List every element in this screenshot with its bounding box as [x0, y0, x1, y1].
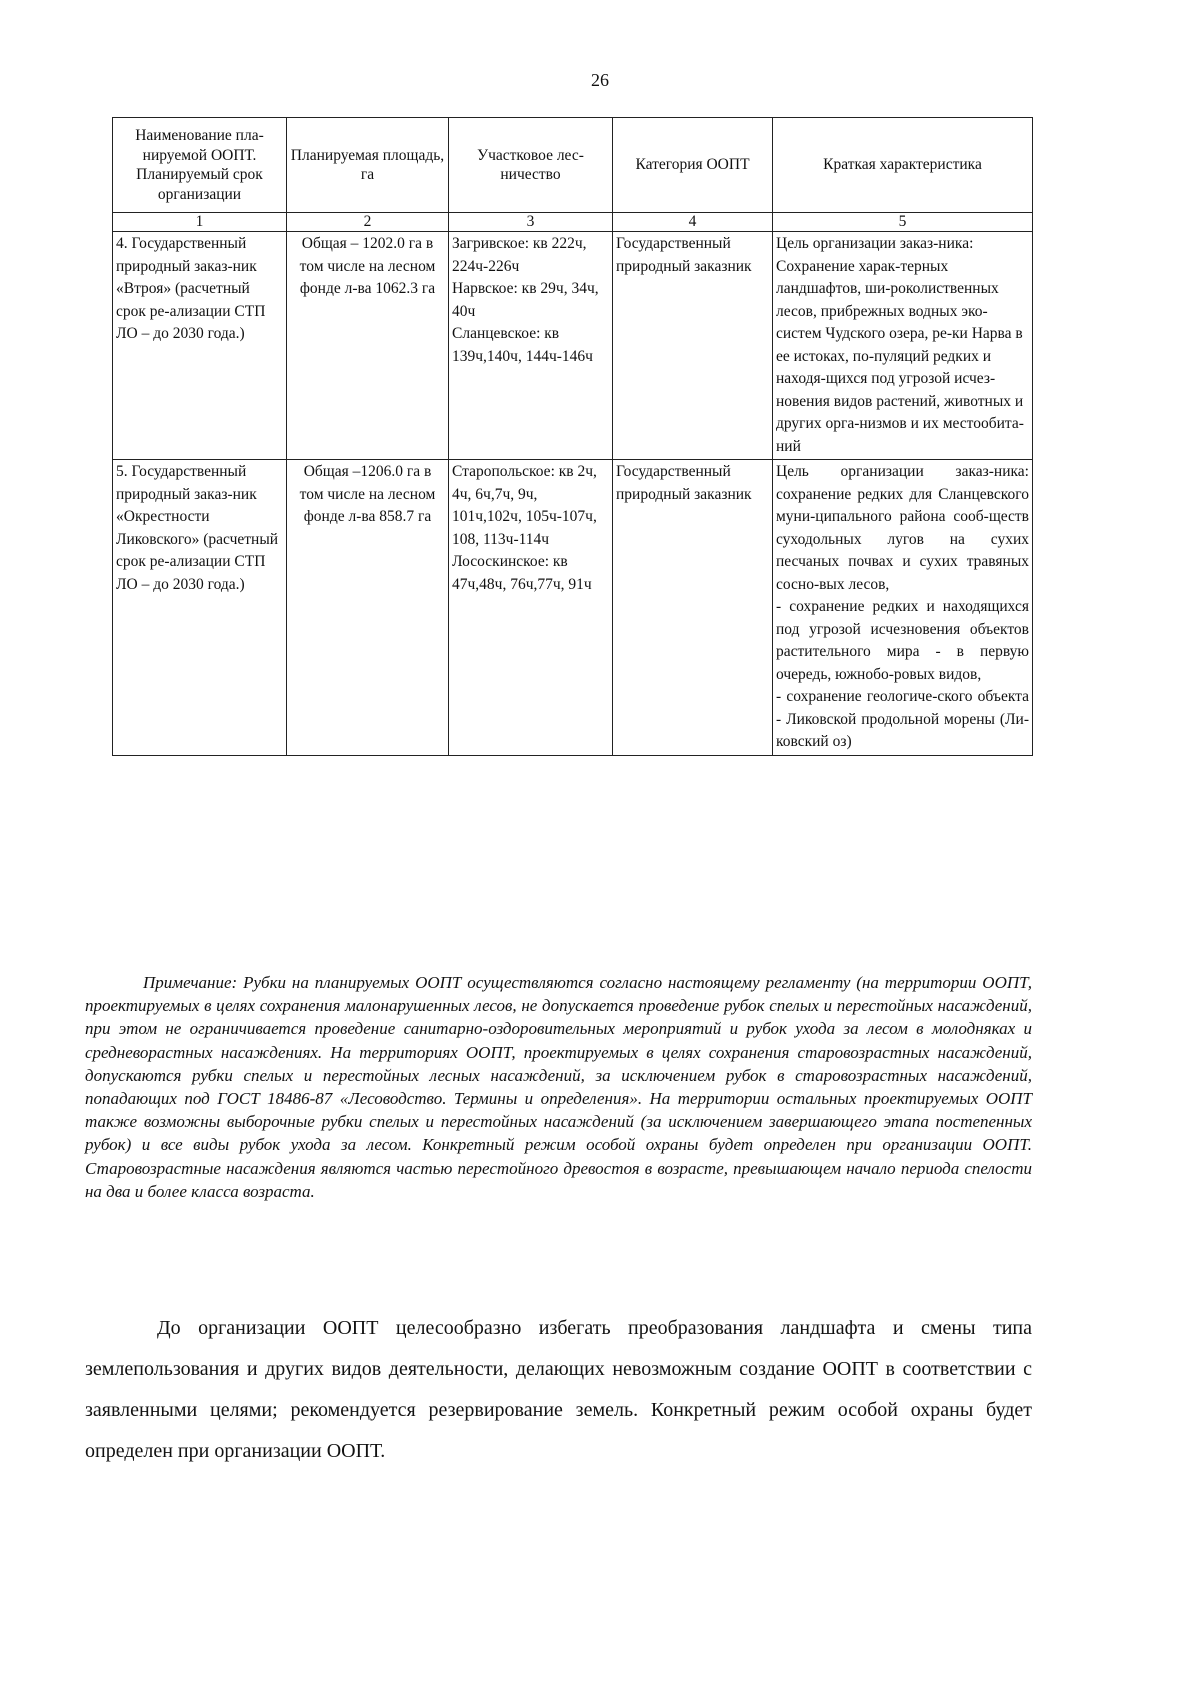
row-category: Государственный природный заказник — [613, 232, 773, 460]
header-area: Планируемая площадь, га — [287, 118, 449, 213]
table-row — [113, 460, 1033, 756]
body-paragraph: До организации ООПТ целесообразно избегать преобразования ландшафта и смены типа землепользования и других видов деятельности, делающих невозможным создание ООПТ в соответствии с заявленными целями; рекомендуется резервирование земель. Конкретный режим особой охраны будет определен при организации ООПТ. — [85, 1317, 1032, 1462]
page-number: 26 — [591, 70, 609, 90]
row-name: 4. Государственный природный заказ-ник «Втроя» (расчетный срок ре-ализации СТП ЛО – до 2030 года.) — [113, 232, 287, 460]
column-number: 1 — [113, 213, 287, 232]
table-row — [113, 232, 1033, 460]
row-description — [773, 460, 1033, 756]
oopt-table — [112, 117, 1033, 756]
column-number: 4 — [613, 213, 773, 232]
row-description: Цель организации заказ-ника: Сохранение харак-терных ландшафтов, ши-роколиственных лесов, прибрежных водных эко-систем Чудского озера, ре-ки Нарва в ее истоках, по-пуляций редких и находя-щихся под угрозой исчез-новения видов растений, животных и других орга-низмов и их местообита-ний — [773, 232, 1033, 460]
forestry-line: Сланцевское: кв 139ч,140ч, 144ч-146ч — [452, 325, 593, 365]
row-area: Общая – 1202.0 га в том числе на лесном фонде л-ва 1062.3 га — [287, 232, 449, 460]
description-line: Цель организации заказ-ника: сохранение редких для Сланцевского муни-ципального района сооб-ществ суходольных лугов на сухих песчаных почвах и сухих травяных сосно-вых лесов, — [776, 463, 1029, 593]
row-area: Общая –1206.0 га в том числе на лесном фонде л-ва 858.7 га — [287, 460, 449, 756]
column-number: 5 — [773, 213, 1033, 232]
row-category: Государственный природный заказник — [613, 460, 773, 756]
header-name: Наименование пла-нируемой ООПТ. Планируемый срок организации — [113, 118, 287, 213]
forestry-line: Старопольское: кв 2ч, 4ч, 6ч,7ч, 9ч, 101ч,102ч, 105ч-107ч, 108, 113ч-114ч — [452, 463, 597, 548]
column-number-row — [113, 213, 1033, 232]
header-description: Краткая характеристика — [773, 118, 1033, 213]
column-number: 3 — [449, 213, 613, 232]
header-category: Категория ООПТ — [613, 118, 773, 213]
note-paragraph: Примечание: Рубки на планируемых ООПТ осуществляются согласно настоящему регламенту (на территории ООПТ, проектируемых в целях сохранения малонарушенных лесов, не допускается проведение рубок спелых и перестойных насаждений, при этом не ограничивается проведение санитарно-оздоровительных мероприятий и рубок ухода за лесом в молодняках и средневорастных насаждениях. На территориях ООПТ, проектируемых в целях сохранения старовозрастных насаждений, допускаются рубки спелых и перестойных лесных насаждений, за исключением рубок в старовозрастных насаждений, попадающих под ГОСТ 18486-87 «Лесоводство. Термины и определения». На территории остальных проектируемых ООПТ также возможны выборочные рубки спелых и перестойных насаждений (за исключением завершающего этапа постепенных рубок) и все виды рубок ухода за лесом. Конкретный режим особой охраны будет определен при организации ООПТ. Старовозрастные насаждения являются частью перестойного древостоя в возрасте, превышающем начало периода спелости на два и более класса возраста. — [85, 973, 1032, 1201]
column-number: 2 — [287, 213, 449, 232]
forestry-line: Загривское: кв 222ч, 224ч-226ч — [452, 235, 587, 275]
header-forestry: Участковое лес-ничество — [449, 118, 613, 213]
row-forestry — [449, 460, 613, 756]
description-line: - сохранение редких и находящихся под угрозой исчезновения объектов растительного мира - в первую очередь, южнобо-ровых видов, — [776, 598, 1029, 683]
description-line: - сохранение геологиче-ского объекта - Ликовской продольной морены (Ли-ковский оз) — [776, 688, 1029, 750]
row-forestry — [449, 232, 613, 460]
forestry-line: Нарвское: кв 29ч, 34ч, 40ч — [452, 280, 599, 320]
table-header-row — [113, 118, 1033, 213]
row-name: 5. Государственный природный заказ-ник «Окрестности Ликовского» (расчетный срок ре-ализации СТП ЛО – до 2030 года.) — [113, 460, 287, 756]
forestry-line: Лососкинское: кв 47ч,48ч, 76ч,77ч, 91ч — [452, 553, 592, 593]
